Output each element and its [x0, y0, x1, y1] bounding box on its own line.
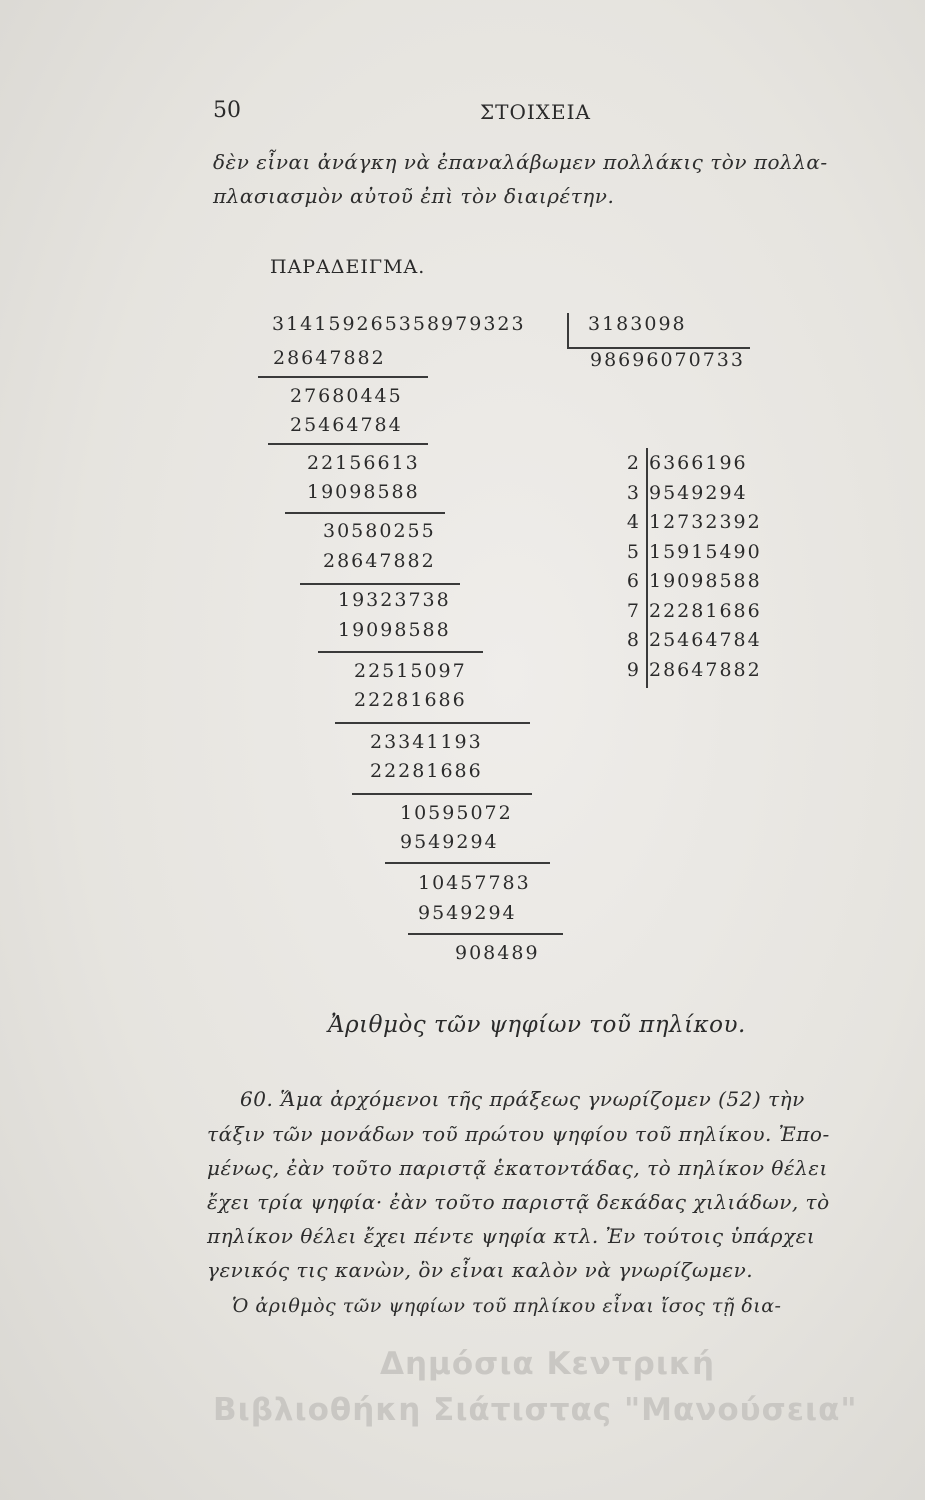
division-bracket	[567, 313, 569, 347]
division-step: 10595072	[400, 802, 513, 824]
division-step: 27680445	[290, 385, 403, 407]
dividend: 3141592653589793̇23	[272, 313, 526, 335]
intro-line-2: πλασιασμὸν αὐτοῦ ἐπὶ τὸν διαιρέτην.	[213, 184, 615, 208]
quotient: 98696070733	[590, 349, 745, 371]
watermark-line-1: Δημόσια Κεντρική	[380, 1346, 716, 1382]
paragraph-line: γενικός τις κανὼν, ὃν εἶναι καλὸν νὰ γνωρίζωμεν.	[207, 1258, 754, 1282]
multiple-row: 5 15915490	[626, 541, 762, 563]
multiple-row: 2 6366196	[626, 452, 748, 474]
step-rule	[385, 862, 550, 864]
division-step: 22281686	[370, 760, 483, 782]
division-step: 28647882	[273, 347, 386, 369]
step-rule	[268, 443, 428, 445]
step-rule	[335, 722, 530, 724]
division-step: 9549294	[418, 902, 517, 924]
section-title: Ἀριθμὸς τῶν ψηφίων τοῦ πηλίκου.	[328, 1012, 746, 1038]
multiple-row: 7 22281686	[626, 600, 762, 622]
multiple-row: 9 28647882	[626, 659, 762, 681]
division-step: 19323738	[338, 589, 451, 611]
divisor: 3183098	[588, 313, 687, 335]
division-step: 22156613	[307, 452, 420, 474]
intro-line-1: δὲν εἶναι ἀνάγκη νὰ ἐπαναλάβωμεν πολλάκις τὸν πολλα-	[213, 150, 828, 174]
page-number: 50	[213, 98, 241, 123]
paragraph-line: τάξιν τῶν μονάδων τοῦ πρώτου ψηφίου τοῦ πηλίκου. Ἐπο-	[207, 1122, 830, 1146]
division-step: 9549294	[400, 831, 499, 853]
division-step: 28647882	[323, 550, 436, 572]
multiple-row: 8 25464784	[626, 629, 762, 651]
division-step: 30580255	[323, 520, 436, 542]
division-step: 19098588	[307, 481, 420, 503]
step-rule	[408, 933, 563, 935]
example-heading: ΠΑΡΑΔΕΙΓΜΑ.	[270, 256, 426, 278]
paragraph-line: πηλίκον θέλει ἔχει πέντε ψηφία κτλ. Ἐν τούτοις ὑπάρχει	[207, 1224, 816, 1248]
division-step: 22515097	[354, 660, 467, 682]
running-title: ΣΤΟΙΧΕΙΑ	[480, 100, 591, 124]
division-step: 19098588	[338, 619, 451, 641]
step-rule	[258, 376, 428, 378]
paragraph-last-line: Ὁ ἀριθμὸς τῶν ψηφίων τοῦ πηλίκου εἶναι ἴσος τῇ δια-	[232, 1295, 782, 1317]
step-rule	[285, 512, 445, 514]
paragraph-line: ἔχει τρία ψηφία· ἐὰν τοῦτο παριστᾷ δεκάδας χιλιάδων, τὸ	[207, 1190, 830, 1214]
step-rule	[352, 793, 532, 795]
division-step: 25464784	[290, 414, 403, 436]
multiple-row: 6 19098588	[626, 570, 762, 592]
step-rule	[318, 651, 483, 653]
paragraph-line: 60. Ἅμα ἀρχόμενοι τῆς πράξεως γνωρίζομεν (52) τὴν	[240, 1087, 805, 1111]
remainder: 908489	[455, 942, 540, 964]
division-step: 10457783	[418, 872, 531, 894]
multiple-row: 3 9549294	[626, 482, 748, 504]
multiple-row: 4 12732392	[626, 511, 762, 533]
watermark-line-2: Βιβλιοθήκη Σιάτιστας "Μανούσεια"	[213, 1392, 858, 1428]
division-step: 23341193	[370, 731, 483, 753]
paragraph-line: μένως, ἐὰν τοῦτο παριστᾷ ἑκατοντάδας, τὸ πηλίκον θέλει	[207, 1156, 828, 1180]
division-step: 22281686	[354, 689, 467, 711]
step-rule	[300, 583, 460, 585]
